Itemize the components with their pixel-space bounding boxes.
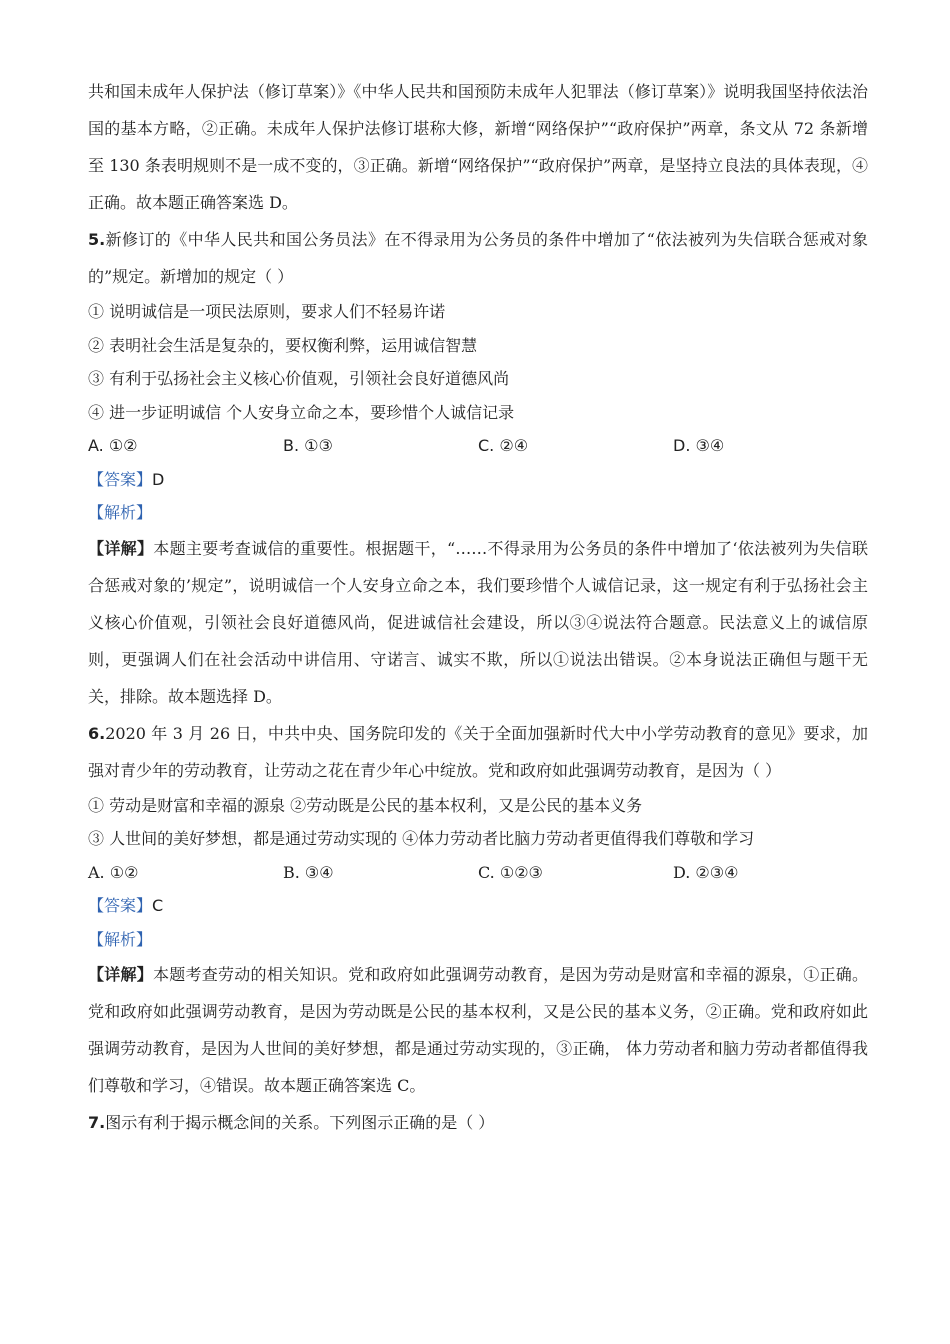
question-7-stem (88, 1104, 868, 1141)
question-5-option-c: C. ②④ (478, 436, 529, 455)
answer-tag: 【答案】 (88, 896, 153, 915)
question-5-stem (88, 221, 868, 295)
detail-tag: 【详解】 (88, 538, 154, 558)
question-5-detail-text: 本题主要考查诚信的重要性。根据题干，“……不得录用为公务员的条件中增加了‘依法被列为失信联合惩戒对象的’规定”，说明诚信一个人安身立命之本，我们要珍惜个人诚信记录，这一规定有利于弘扬社会主义核心价值观，引领社会良好道德风尚，促进诚信社会建设，所以③④说法符合题意。民法意义上的诚信原则，更强调人们在社会活动中讲信用、守诺言、诚实不欺，所以①说法出错误。②本身说法正确但与题干无关，排除。故本题选择 D。 (88, 538, 868, 706)
detail-tag: 【详解】 (88, 965, 154, 984)
question-6-item-2: ③ 人世间的美好梦想，都是通过劳动实现的 ④体力劳动者比脑力劳动者更值得我们尊敬和学习 (88, 829, 755, 848)
question-5-option-d: D. ③④ (673, 436, 725, 455)
document-content (88, 73, 868, 1141)
question-6-option-b: B. ③④ (283, 862, 334, 882)
question-6-answer (88, 889, 868, 923)
intro-paragraph: 共和国未成年人保护法（修订草案）》《中华人民共和国预防未成年人犯罪法（修订草案）》说明我国坚持依法治国的基本方略，②正确。未成年人保护法修订堪称大修，新增“网络保护”“政府保护”两章，条文从 72 条新增至 130 条表明规则不是一成不变的，③正确。新增“网络保护”“政府保护”两章，是坚持立良法的具体表现，④正确。故本题正确答案选 D。 (88, 82, 868, 212)
question-6-detail (88, 956, 868, 1104)
question-6-text: 2020 年 3 月 26 日，中共中央、国务院印发的《关于全面加强新时代大中小学劳动教育的意见》要求，加强对青少年的劳动教育，让劳动之花在青少年心中绽放。党和政府如此强调劳动教育，是因为（ ） (88, 723, 868, 780)
question-5-option-b: B. ①③ (283, 436, 333, 455)
question-5-analysis (88, 496, 868, 530)
question-6-detail-text: 本题考查劳动的相关知识。党和政府如此强调劳动教育，是因为劳动是财富和幸福的源泉，①正确。党和政府如此强调劳动教育，是因为劳动既是公民的基本权利，又是公民的基本义务，②正确。党和政府如此强调劳动教育，是因为人世间的美好梦想，都是通过劳动实现的，③正确， 体力劳动者和脑力劳动者都值得我们尊敬和学习，④错误。故本题正确答案选 C。 (88, 965, 868, 1095)
question-5-text: 新修订的《中华人民共和国公务员法》在不得录用为公务员的条件中增加了“依法被列为失信联合惩戒对象的”规定。新增加的规定（ ） (88, 230, 868, 286)
answer-value: D (152, 469, 165, 489)
answer-tag: 【答案】 (88, 469, 153, 489)
question-7-text: 图示有利于揭示概念间的关系。下列图示正确的是（ ） (105, 1113, 495, 1132)
answer-value: C (152, 896, 164, 915)
question-5-detail (88, 530, 868, 715)
question-6-option-c: C. ①②③ (478, 862, 543, 882)
question-6-analysis (88, 923, 868, 957)
question-7-number: 7. (88, 1113, 106, 1132)
question-5-options (88, 429, 868, 463)
question-6-stem (88, 715, 868, 789)
question-5-item-4: ④ 进一步证明诚信 个人安身立命之本，要珍惜个人诚信记录 (88, 402, 515, 422)
question-5-option-a: A. ①② (88, 436, 138, 455)
question-6-option-a: A. ①② (88, 862, 139, 882)
analysis-tag: 【解析】 (88, 929, 153, 949)
question-6-option-d: D. ②③④ (673, 862, 739, 882)
question-6-number: 6. (88, 723, 106, 743)
question-5-item-1: ① 说明诚信是一项民法原则，要求人们不轻易许诺 (88, 302, 446, 321)
question-5-number: 5. (88, 230, 106, 249)
question-6-item-1: ① 劳动是财富和幸福的源泉 ②劳动既是公民的基本权利，又是公民的基本义务 (88, 795, 643, 815)
analysis-tag: 【解析】 (88, 503, 153, 522)
question-6-options (88, 856, 868, 890)
question-5-item-2: ② 表明社会生活是复杂的，要权衡利弊，运用诚信智慧 (88, 335, 478, 355)
question-5-answer (88, 463, 868, 497)
question-5-item-3: ③ 有利于弘扬社会主义核心价值观，引领社会良好道德风尚 (88, 369, 510, 388)
